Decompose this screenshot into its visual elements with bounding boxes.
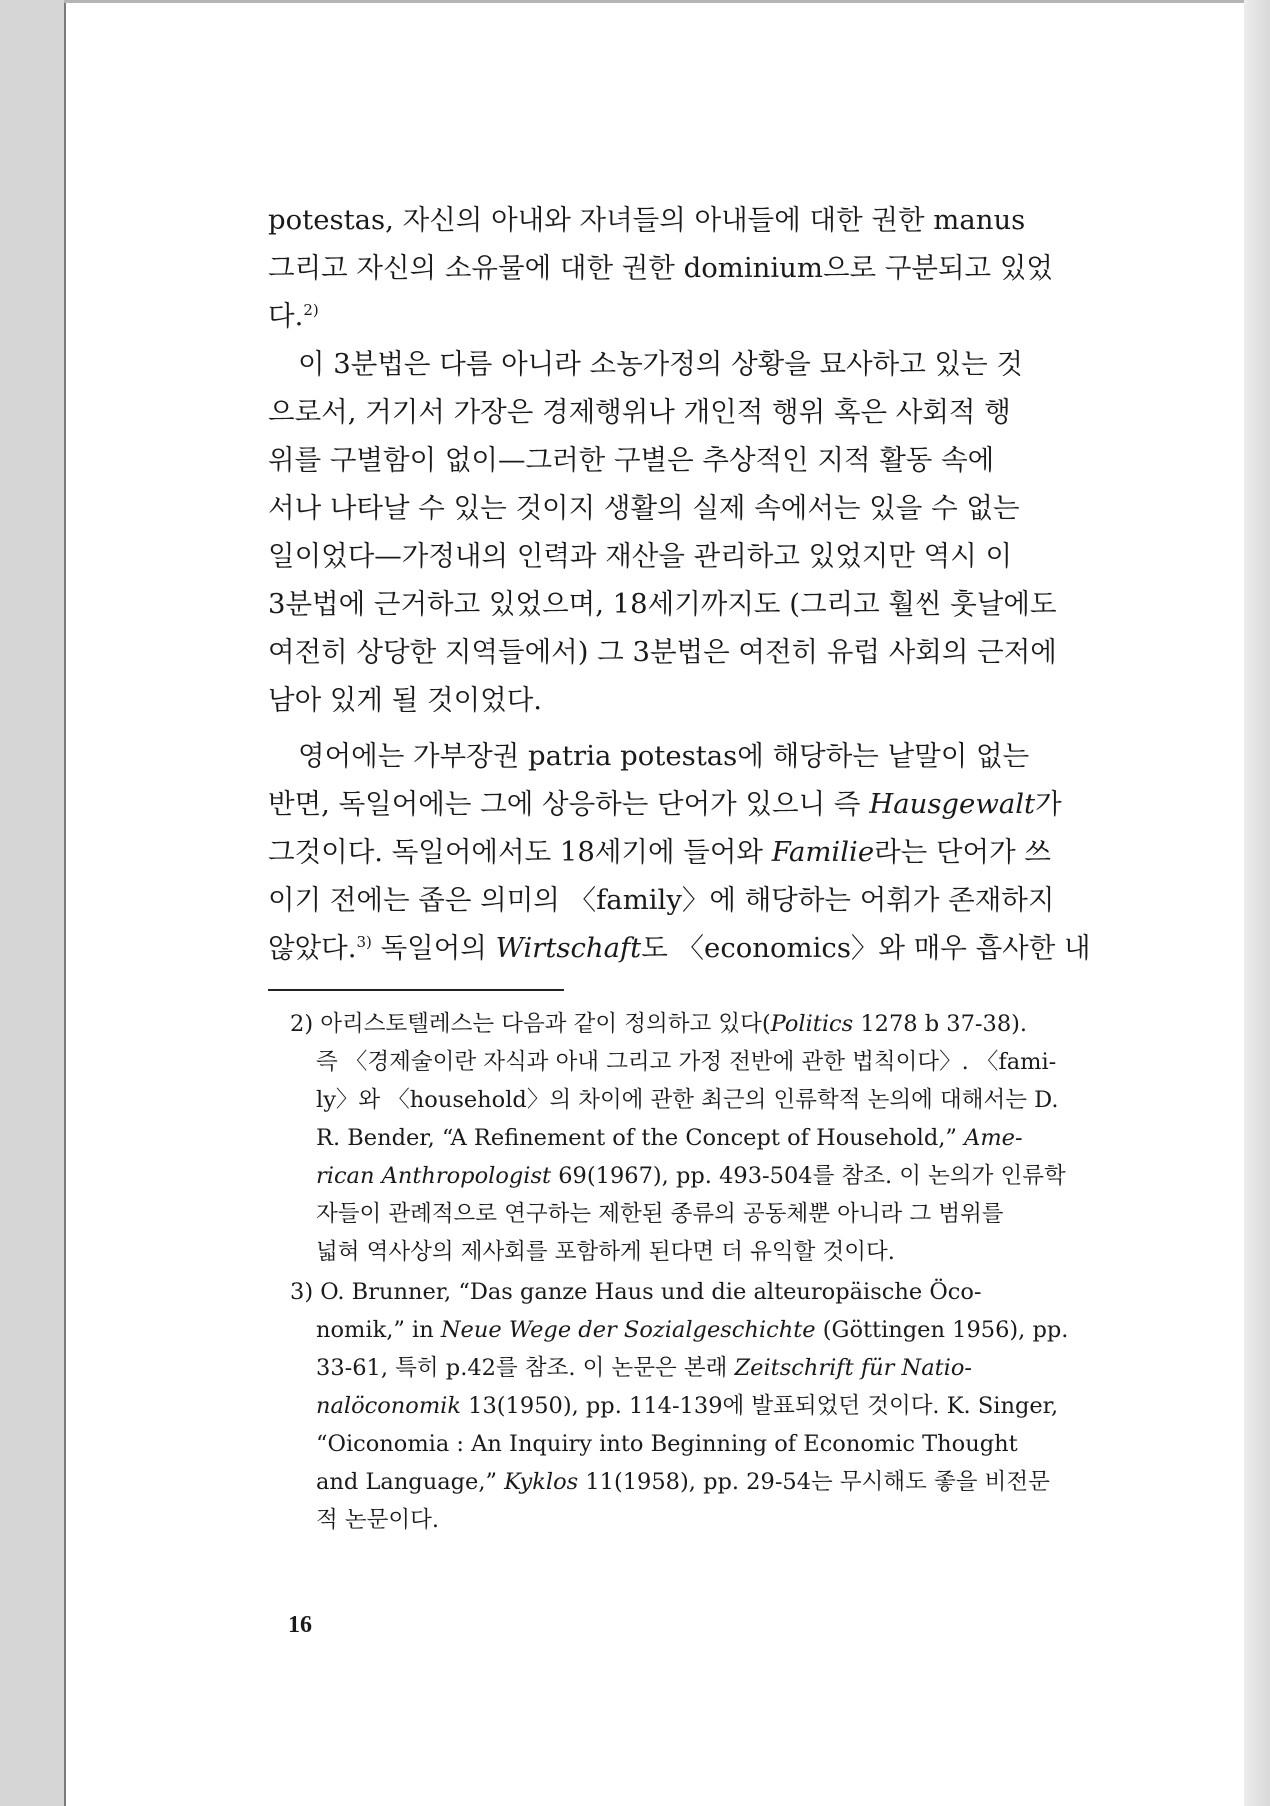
footnote-text: 1278 b 37-38). bbox=[853, 1011, 1028, 1037]
body-text: 으로서, 거기서 가장은 경제행위나 개인적 행위 혹은 사회적 행 bbox=[268, 396, 1011, 428]
body-text: 그리고 자신의 소유물에 대한 권한 dominium으로 구분되고 있었 bbox=[268, 252, 1053, 284]
page-right-edge bbox=[1244, 0, 1270, 1806]
body-text: 3분법에 근거하고 있었으며, 18세기까지도 (그리고 훨씬 훗날에도 bbox=[268, 588, 1057, 620]
footnote-2-line-6 bbox=[316, 1196, 1004, 1232]
footnote-3-line-7 bbox=[316, 1502, 439, 1538]
footnote-text: 적 논문이다. bbox=[316, 1507, 439, 1533]
footnote-text: 11(1958), pp. 29-54는 무시해도 좋을 비전문 bbox=[578, 1469, 1050, 1495]
footnote-2-line-4 bbox=[316, 1120, 1023, 1156]
footnote-2-line-1 bbox=[290, 1006, 1027, 1042]
footnote-italic: Politics bbox=[770, 1011, 854, 1037]
footnote-text: nomik,” in bbox=[316, 1317, 441, 1343]
footnote-text: (Göttingen 1956), pp. bbox=[815, 1317, 1069, 1343]
body-text: 영어에는 가부장권 patria potestas에 해당하는 낱말이 없는 bbox=[298, 740, 1030, 772]
footnote-3-line-4 bbox=[316, 1388, 1058, 1424]
footnote-3-line-2 bbox=[316, 1312, 1068, 1348]
body-line-14 bbox=[268, 830, 1051, 874]
body-line-10 bbox=[268, 630, 1057, 674]
body-text: 독일어의 bbox=[380, 932, 496, 964]
body-italic-term: Hausgewalt bbox=[869, 788, 1036, 820]
footnote-text: 즉 〈경제술이란 자식과 아내 그리고 가정 전반에 관한 법칙이다〉. 〈fami- bbox=[316, 1049, 1057, 1075]
footnote-2-line-5 bbox=[316, 1158, 1066, 1194]
body-line-4 bbox=[298, 342, 1023, 386]
body-italic-term: Wirtschaft bbox=[495, 932, 642, 964]
body-line-3 bbox=[268, 294, 319, 338]
body-text: 그것이다. 독일어에서도 18세기에 들어와 bbox=[268, 836, 772, 868]
footnote-2-line-2 bbox=[316, 1044, 1056, 1080]
body-line-12 bbox=[298, 734, 1029, 778]
body-line-15 bbox=[268, 878, 1054, 922]
footnote-text: 2) 아리스토텔레스는 다음과 같이 정의하고 있다( bbox=[290, 1011, 771, 1037]
footnote-italic: rican Anthropologist bbox=[316, 1163, 552, 1189]
footnote-italic: nalöconomik bbox=[316, 1393, 461, 1419]
body-line-1 bbox=[268, 198, 1025, 242]
body-line-5 bbox=[268, 390, 1011, 434]
body-line-9 bbox=[268, 582, 1057, 626]
body-text: 이기 전에는 좁은 의미의 〈family〉에 해당하는 어휘가 존재하지 bbox=[268, 884, 1055, 916]
footnote-italic: Kyklos bbox=[504, 1469, 579, 1495]
footnote-mark: 3) bbox=[356, 932, 372, 951]
body-text: 여전히 상당한 지역들에서) 그 3분법은 여전히 유럽 사회의 근저에 bbox=[268, 636, 1057, 668]
footnote-text: 13(1950), pp. 114-139에 발표되었던 것이다. K. Singer, bbox=[461, 1393, 1059, 1419]
footnote-text: “Oiconomia : An Inquiry into Beginning of Economic Thought bbox=[316, 1431, 1018, 1457]
footnote-text: ly〉와 〈household〉의 차이에 관한 최근의 인류학적 논의에 대해서는 D. bbox=[316, 1087, 1059, 1113]
body-text: 가 bbox=[1035, 788, 1062, 820]
footnote-3-line-5 bbox=[316, 1426, 1018, 1462]
footnote-text: 넓혀 역사상의 제사회를 포함하게 된다면 더 유익할 것이다. bbox=[316, 1239, 895, 1265]
footnote-3-line-1 bbox=[290, 1274, 982, 1310]
footnote-3-line-3 bbox=[316, 1350, 972, 1386]
footnote-text: 33-61, 특히 p.42를 참조. 이 논문은 본래 bbox=[316, 1355, 735, 1381]
body-line-6 bbox=[268, 438, 994, 482]
body-text: 일이었다—가정내의 인력과 재산을 관리하고 있었지만 역시 이 bbox=[268, 540, 1013, 572]
footnote-text: 69(1967), pp. 493-504를 참조. 이 논의가 인류학 bbox=[551, 1163, 1066, 1189]
body-line-13 bbox=[268, 782, 1062, 826]
body-text: 않았다. bbox=[268, 932, 357, 964]
body-text: 이 3분법은 다름 아니라 소농가정의 상황을 묘사하고 있는 것 bbox=[298, 348, 1023, 380]
page-number: 16 bbox=[288, 1612, 312, 1638]
body-italic-term: Familie bbox=[771, 836, 875, 868]
footnote-italic: Zeitschrift für Natio- bbox=[734, 1355, 973, 1381]
body-line-11 bbox=[268, 678, 542, 722]
footnote-3-line-6 bbox=[316, 1464, 1050, 1500]
footnote-text: and Language,” bbox=[316, 1469, 505, 1495]
footnote-2-line-7 bbox=[316, 1234, 895, 1270]
footnote-text: R. Bender, “A Refinement of the Concept of Household,” bbox=[316, 1125, 965, 1151]
footnote-text: 자들이 관례적으로 연구하는 제한된 종류의 공동체뿐 아니라 그 범위를 bbox=[316, 1201, 1004, 1227]
body-text: 남아 있게 될 것이었다. bbox=[268, 684, 543, 716]
body-line-16 bbox=[268, 926, 1091, 970]
body-text: potestas, 자신의 아내와 자녀들의 아내들에 대한 권한 manus bbox=[268, 204, 1026, 236]
footnote-mark: 2) bbox=[303, 300, 319, 319]
body-text: 도 〈economics〉와 매우 흡사한 내 bbox=[641, 932, 1091, 964]
body-text: 반면, 독일어에는 그에 상응하는 단어가 있으니 즉 bbox=[268, 788, 870, 820]
body-text: 다. bbox=[268, 300, 304, 332]
footnote-2-line-3 bbox=[316, 1082, 1058, 1118]
body-line-8 bbox=[268, 534, 1012, 578]
body-text: 위를 구별함이 없이—그러한 구별은 추상적인 지적 활동 속에 bbox=[268, 444, 995, 476]
footnote-text: 3) O. Brunner, “Das ganze Haus und die alteuropäische Öco- bbox=[290, 1279, 982, 1305]
body-text: 라는 단어가 쓰 bbox=[874, 836, 1051, 868]
footnote-italic: Neue Wege der Sozialgeschichte bbox=[440, 1317, 816, 1343]
body-line-7 bbox=[268, 486, 1020, 530]
footnote-italic: Ame- bbox=[964, 1125, 1023, 1151]
body-line-2 bbox=[268, 246, 1053, 290]
page-top-edge bbox=[64, 0, 1260, 3]
body-text: 서나 나타날 수 있는 것이지 생활의 실제 속에서는 있을 수 없는 bbox=[268, 492, 1020, 524]
footnote-divider bbox=[268, 989, 564, 991]
